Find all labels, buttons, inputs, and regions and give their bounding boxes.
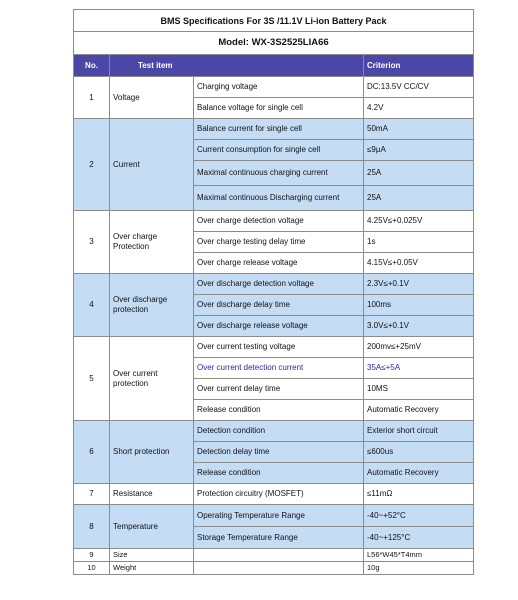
test-item: Detection delay time — [194, 442, 364, 463]
criterion-value: 100ms — [364, 295, 474, 316]
criterion-value: 25A — [364, 186, 474, 211]
test-item: Release condition — [194, 463, 364, 484]
criterion-value: -40~+52°C — [364, 505, 474, 527]
row-number: 2 — [74, 119, 110, 211]
criterion-value: 4.15V≤+0.05V — [364, 253, 474, 274]
test-item: Over current testing voltage — [194, 337, 364, 358]
row-number: 6 — [74, 421, 110, 484]
header-no: No. — [74, 55, 110, 77]
criterion-value: Exterior short circuit — [364, 421, 474, 442]
spec-sheet — [73, 9, 473, 575]
test-category: Weight — [110, 562, 194, 575]
test-item: Charging voltage — [194, 77, 364, 98]
criterion-value: 35A≤+5A — [364, 358, 474, 379]
criterion-value: ≤9μA — [364, 140, 474, 161]
row-number: 9 — [74, 549, 110, 562]
test-item: Over current delay time — [194, 379, 364, 400]
test-item: Release condition — [194, 400, 364, 421]
row-number: 4 — [74, 274, 110, 337]
test-category: Resistance — [110, 484, 194, 505]
criterion-value: L56*W45*T4mm — [364, 549, 474, 562]
spec-table — [73, 9, 474, 575]
test-category: Current — [110, 119, 194, 211]
test-category: Short protection — [110, 421, 194, 484]
test-item: Detection condition — [194, 421, 364, 442]
criterion-value: -40~+125°C — [364, 527, 474, 549]
criterion-value: ≤11mΩ — [364, 484, 474, 505]
test-item: Over charge release voltage — [194, 253, 364, 274]
criterion-value: 200mv≤+25mV — [364, 337, 474, 358]
test-category: Over current protection — [110, 337, 194, 421]
row-number: 1 — [74, 77, 110, 119]
row-number: 8 — [74, 505, 110, 549]
criterion-value: 25A — [364, 161, 474, 186]
test-category: Over discharge protection — [110, 274, 194, 337]
test-item: Maximal continuous Discharging current — [194, 186, 364, 211]
criterion-value: 2.3V≤+0.1V — [364, 274, 474, 295]
test-item: Over charge testing delay time — [194, 232, 364, 253]
test-item: Storage Temperature Range — [194, 527, 364, 549]
test-item: Maximal continuous charging current — [194, 161, 364, 186]
test-item: Over current detection current — [194, 358, 364, 379]
test-item: Over discharge release voltage — [194, 316, 364, 337]
test-item: Over charge detection voltage — [194, 211, 364, 232]
test-category: Over charge Protection — [110, 211, 194, 274]
test-item: Over discharge detection voltage — [194, 274, 364, 295]
test-item: Current consumption for single cell — [194, 140, 364, 161]
row-number: 3 — [74, 211, 110, 274]
test-item: Protection circuitry (MOSFET) — [194, 484, 364, 505]
criterion-value: 10MS — [364, 379, 474, 400]
test-category: Voltage — [110, 77, 194, 119]
test-item-empty — [194, 549, 364, 562]
row-number: 5 — [74, 337, 110, 421]
criterion-value: Automatic Recovery — [364, 463, 474, 484]
test-item: Over discharge delay time — [194, 295, 364, 316]
criterion-value: 3.0V≤+0.1V — [364, 316, 474, 337]
test-item: Balance current for single cell — [194, 119, 364, 140]
criterion-value: 4.25V≤+0.025V — [364, 211, 474, 232]
test-item-empty — [194, 562, 364, 575]
header-test-item: Test item — [110, 55, 364, 77]
criterion-value: 10g — [364, 562, 474, 575]
criterion-value: 50mA — [364, 119, 474, 140]
document-title: BMS Specifications For 3S /11.1V Li-ion Battery Pack — [74, 10, 474, 32]
header-criterion: Criterion — [364, 55, 474, 77]
criterion-value: 1s — [364, 232, 474, 253]
row-number: 7 — [74, 484, 110, 505]
criterion-value: ≤600us — [364, 442, 474, 463]
criterion-value: DC:13.5V CC/CV — [364, 77, 474, 98]
criterion-value: 4.2V — [364, 98, 474, 119]
test-item: Operating Temperature Range — [194, 505, 364, 527]
test-category: Size — [110, 549, 194, 562]
test-item: Balance voltage for single cell — [194, 98, 364, 119]
test-category: Temperature — [110, 505, 194, 549]
criterion-value: Automatic Recovery — [364, 400, 474, 421]
row-number: 10 — [74, 562, 110, 575]
model-number: Model: WX-3S2525LIA66 — [74, 32, 474, 55]
